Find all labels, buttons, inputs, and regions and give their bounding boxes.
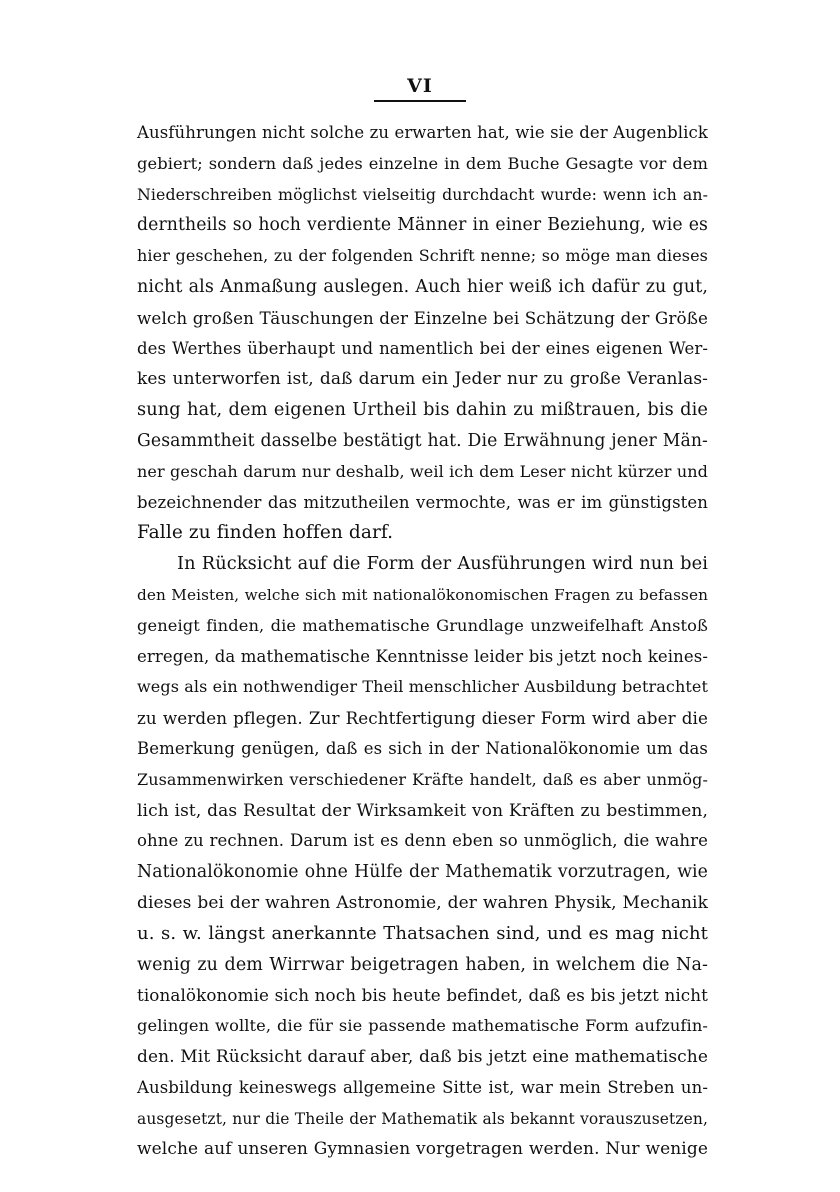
text-line: gebiert; sondern daß jedes einzelne in dem Buche Gesagte vor dem bbox=[137, 153, 708, 173]
text-line: den. Mit Rücksicht darauf aber, daß bis jetzt eine mathematische bbox=[137, 1046, 708, 1067]
paragraph-start-line: In Rücksicht auf die Form der Ausführungen wird nun bei bbox=[177, 554, 708, 575]
text-line: zu werden pflegen. Zur Rechtfertigung dieser Form wird aber die bbox=[137, 708, 708, 729]
text-line: Gesammtheit dasselbe bestätigt hat. Die Erwähnung jener Män- bbox=[137, 430, 708, 451]
text-line: u. s. w. längst anerkannte Thatsachen sind, und es mag nicht bbox=[137, 922, 708, 944]
text-line: derntheils so hoch verdiente Männer in einer Beziehung, wie es bbox=[137, 215, 708, 236]
text-line: Ausbildung keineswegs allgemeine Sitte ist, war mein Streben un- bbox=[137, 1077, 708, 1097]
text-line: Ausführungen nicht solche zu erwarten hat, wie sie der Augenblick bbox=[137, 123, 708, 142]
text-line: welche auf unseren Gymnasien vorgetragen werden. Nur wenige bbox=[137, 1139, 708, 1160]
text-line: den Meisten, welche sich mit nationalökonomischen Fragen zu befassen bbox=[137, 585, 708, 604]
text-line: geneigt finden, die mathematische Grundlage unzweifelhaft Anstoß bbox=[137, 615, 708, 635]
text-line: wenig zu dem Wirrwar beigetragen haben, in welchem die Na- bbox=[137, 954, 708, 975]
text-line: Nationalökonomie ohne Hülfe der Mathematik vorzutragen, wie bbox=[137, 862, 708, 883]
header-rule bbox=[374, 100, 466, 102]
text-line: erregen, da mathematische Kenntnisse leider bis jetzt noch keines- bbox=[137, 646, 708, 666]
text-line: bezeichnender das mitzutheilen vermochte, was er im günstigsten bbox=[137, 492, 708, 512]
text-line: lich ist, das Resultat der Wirksamkeit von Kräften zu bestimmen, bbox=[137, 800, 708, 821]
text-line: wegs als ein nothwendiger Theil menschlicher Ausbildung betrachtet bbox=[137, 677, 708, 697]
text-line: Zusammenwirken verschiedener Kräfte handelt, daß es aber unmög- bbox=[137, 769, 708, 789]
text-line: ohne zu rechnen. Darum ist es denn eben so unmöglich, die wahre bbox=[137, 831, 708, 851]
paragraph-end-line: Falle zu finden hoffen darf. bbox=[137, 522, 394, 544]
text-line: welch großen Täuschungen der Einzelne bei Schätzung der Größe bbox=[137, 307, 708, 328]
page-header bbox=[374, 74, 466, 102]
text-line: hier geschehen, zu der folgenden Schrift nenne; so möge man dieses bbox=[137, 246, 708, 266]
text-line: nicht als Anmaßung auslegen. Auch hier weiß ich dafür zu gut, bbox=[137, 276, 708, 297]
page-number: VI bbox=[407, 75, 433, 97]
text-line: kes unterworfen ist, daß darum ein Jeder nur zu große Veranlas- bbox=[137, 369, 708, 390]
text-line: ausgesetzt, nur die Theile der Mathematik als bekannt vorauszusetzen, bbox=[137, 1109, 708, 1128]
text-line: Bemerkung genügen, daß es sich in der Nationalökonomie um das bbox=[137, 738, 708, 758]
text-line: Niederschreiben möglichst vielseitig durchdacht wurde: wenn ich an- bbox=[137, 184, 708, 204]
text-line: sung hat, dem eigenen Urtheil bis dahin zu mißtrauen, bis die bbox=[137, 400, 708, 421]
body-text bbox=[137, 118, 708, 1165]
text-line: gelingen wollte, die für sie passende mathematische Form aufzufin- bbox=[137, 1016, 708, 1036]
text-line: tionalökonomie sich noch bis heute befindet, daß es bis jetzt nicht bbox=[137, 985, 708, 1006]
text-line: ner geschah darum nur deshalb, weil ich dem Leser nicht kürzer und bbox=[137, 461, 708, 481]
text-line: dieses bei der wahren Astronomie, der wahren Physik, Mechanik bbox=[137, 892, 708, 913]
text-line: des Werthes überhaupt und namentlich bei der eines eigenen Wer- bbox=[137, 338, 708, 358]
